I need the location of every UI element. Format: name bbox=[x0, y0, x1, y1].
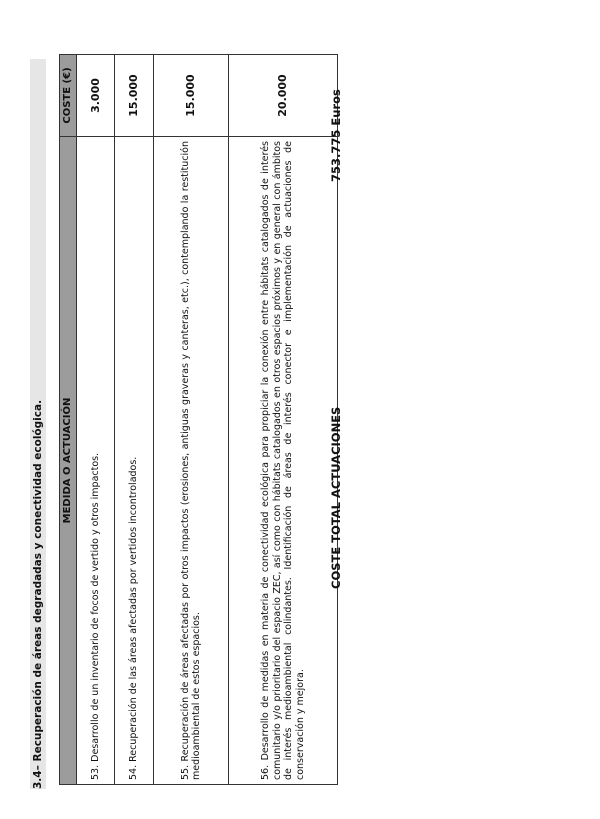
table-row bbox=[154, 55, 229, 785]
measure-description: 56. Desarrollo de medidas en materia de conectividad ecológica para propiciar la conexión entre hábitats catalogados de interés comunitario y/o prioritario del espacio ZEC, así como con hábitats catalogados en otros espacios próximos y en general con ámbitos de interés medioambiental colindantes. Identificación de áreas de interés conector e implementación de actuaciones de conservación y mejora. bbox=[229, 137, 338, 785]
measure-cost: 3.000 bbox=[77, 55, 115, 137]
measures-table bbox=[59, 54, 338, 785]
total-cost-value: 753.775 Euros bbox=[329, 89, 343, 182]
measure-description: 55. Recuperación de áreas afectadas por otros impactos (erosiones, antiguas graveras y canteras, etc.), contemplando la restitución medioambiental de estos espacios. bbox=[154, 137, 229, 785]
section-title: 3.4– Recuperación de áreas degradadas y conectividad ecológica. bbox=[32, 399, 44, 789]
measure-cost: 20.000 bbox=[229, 55, 338, 137]
measure-description: 54. Recuperación de las áreas afectadas por vertidos incontrolados. bbox=[115, 137, 154, 785]
table-row bbox=[77, 55, 115, 785]
measure-cost: 15.000 bbox=[154, 55, 229, 137]
table-row bbox=[229, 55, 338, 785]
measure-description: 53. Desarrollo de un inventario de focos de vertido y otros impactos. bbox=[77, 137, 115, 785]
table-header-row bbox=[60, 55, 77, 785]
measure-cost: 15.000 bbox=[115, 55, 154, 137]
measure-column-header: MEDIDA O ACTUACIÓN bbox=[60, 137, 77, 785]
total-cost-label: COSTE TOTAL ACTUACIONES bbox=[329, 406, 343, 589]
cost-column-header: COSTE (€) bbox=[60, 55, 77, 137]
table-row bbox=[115, 55, 154, 785]
